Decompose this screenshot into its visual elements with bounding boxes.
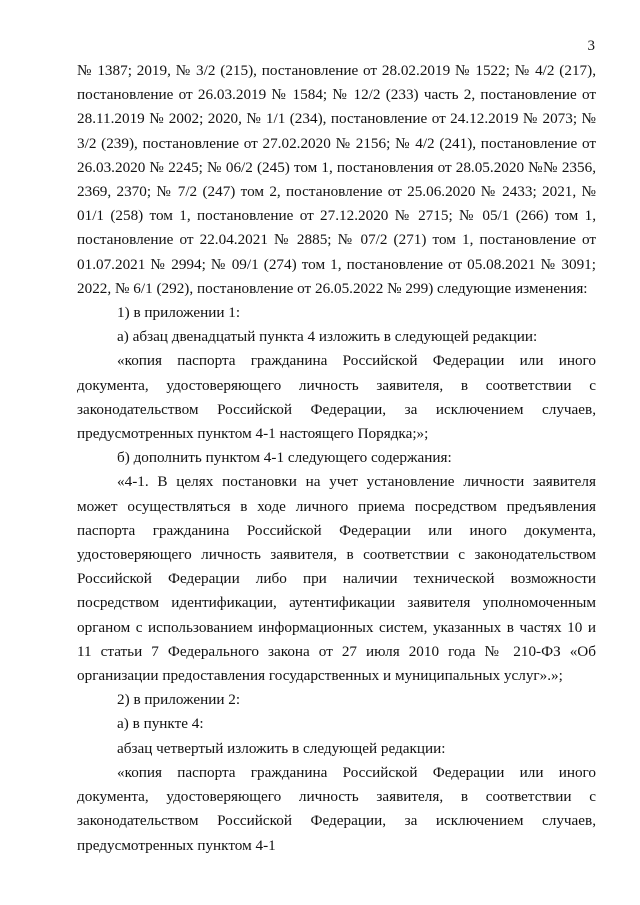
paragraph-appendix-1: 1) в приложении 1:	[117, 304, 241, 322]
paragraph-item-b: б) дополнить пунктом 4-1 следующего содержания:	[117, 449, 452, 467]
paragraph-publication-list: № 1387; 2019, № 3/2 (215), постановление от 28.02.2019 № 1522; № 4/2 (217), постановление от 26.03.2019 № 1584; № 12/2 (233) часть 2, постановление от 28.11.2019 № 2002; 2020, № 1/1 (234), постановление от 24.12.2019 № 2073; № 3/2 (239), постановление от 27.02.2020 № 2156; № 4/2 (241), постановление от 26.03.2020 № 2245; № 06/2 (245) том 1, постановления от 28.05.2020 №№ 2356, 2369, 2370; № 7/2 (247) том 2, постановление от 25.06.2020 № 2433; 2021, № 01/1 (258) том 1, постановление от 27.12.2020 № 2715; № 05/1 (266) том 1, постановление от 22.04.2021 № 2885; № 07/2 (271) том 1, постановление от 01.07.2021 № 2994; № 09/1 (274) том 1, постановление от 05.08.2021 № 3091; 2022, № 6/1 (292), постановление от 26.05.2022 № 299) следующие изменения:	[77, 62, 596, 297]
paragraph-appendix-2: 2) в приложении 2:	[117, 691, 241, 709]
paragraph-quote-4-1: «4-1. В целях постановки на учет установление личности заявителя может осуществляться в ходе личного приема посредством предъявления паспорта гражданина Российской Федерации или иного документа, удостоверяющего личность заявителя, в соответствии с законодательством Российской Федерации либо при наличии технической возможности посредством идентификации, аутентификации заявителя уполномоченным органом с использованием информационных систем, указанных в частях 10 и 11 статьи 7 Федерального закона от 27 июля 2010 года № 210-ФЗ «Об организации предоставления государственных и муниципальных услуг».»;	[77, 473, 596, 685]
document-body	[77, 59, 596, 858]
paragraph-fourth-abzac: абзац четвертый изложить в следующей редакции:	[117, 739, 446, 757]
paragraph-quote-passport: «копия паспорта гражданина Российской Федерации или иного документа, удостоверяющего личность заявителя, в соответствии с законодательством Российской Федерации, за исключением случаев, предусмотренных пунктом 4-1 настоящего Порядка;»;	[77, 352, 596, 443]
page-number: 3	[587, 38, 595, 54]
paragraph-item-a-point-4: а) в пункте 4:	[117, 715, 204, 733]
paragraph-item-a: а) абзац двенадцатый пункта 4 изложить в следующей редакции:	[117, 328, 538, 346]
paragraph-quote-passport-2: «копия паспорта гражданина Российской Федерации или иного документа, удостоверяющего личность заявителя, в соответствии с законодательством Российской Федерации, за исключением случаев, предусмотренных пунктом 4-1	[77, 763, 596, 854]
